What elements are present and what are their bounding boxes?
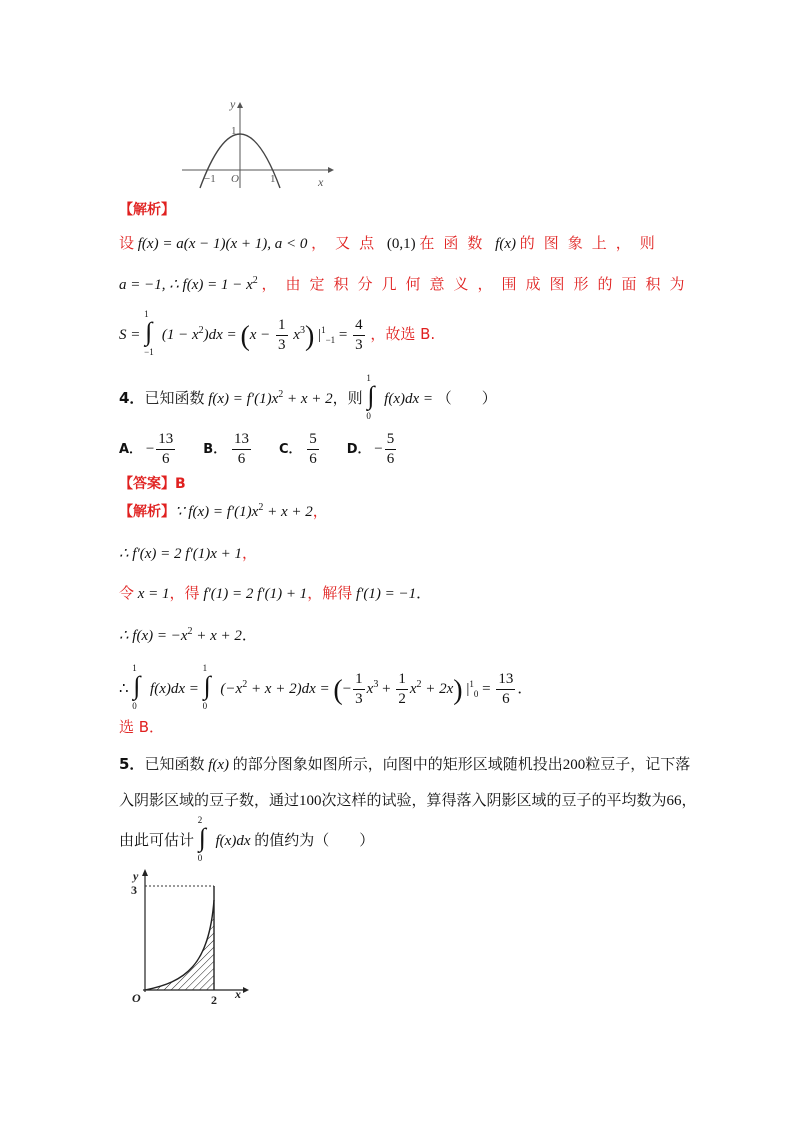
text: ， — [241, 544, 257, 562]
math: x — [293, 326, 300, 343]
shaded-area — [145, 900, 214, 990]
math: x — [409, 680, 417, 697]
number: 100 — [299, 793, 322, 809]
math: a = −1, ∴ f(x) = 1 − x — [119, 277, 253, 293]
math: f′(1) = 2 f′(1) + 1 — [203, 586, 308, 602]
math: + 2x — [421, 680, 454, 697]
math: + x + 2 — [263, 504, 313, 520]
parabola-figure — [178, 96, 338, 192]
text: 已知函数 — [144, 389, 205, 407]
sup: 2 — [416, 678, 422, 690]
math: f(x)dx — [215, 833, 251, 849]
text: ． — [241, 628, 257, 644]
answer-paren: （ ） — [436, 389, 497, 407]
q5-line-3 — [119, 815, 375, 863]
fraction: $\frac{1}{3}$ — [355, 671, 363, 707]
math: + x + 2 — [283, 391, 333, 407]
text: ，得 — [169, 584, 200, 602]
q3-line-2 — [119, 273, 694, 294]
analysis-tag: 【解析】 — [119, 202, 175, 218]
text: ，故选 B. — [370, 324, 436, 343]
y-axis-arrow — [142, 869, 148, 876]
shaded-region-figure — [125, 866, 255, 1008]
math: ∴ f(x) = −x — [119, 628, 188, 644]
q4-sol-3 — [119, 582, 431, 603]
math: f(x) — [495, 236, 516, 252]
sup: 2 — [242, 678, 248, 690]
question-number: 5． — [119, 755, 145, 773]
integral-sign: ∫ 1 0 — [202, 662, 211, 711]
text: 已知函数 — [144, 755, 205, 773]
analysis-tag: 【解析】 — [119, 504, 175, 520]
y-axis-arrow — [237, 102, 243, 108]
math: f(x)dx = — [150, 680, 199, 697]
integral-sign: ∫ 1 −1 — [144, 308, 154, 357]
math: x — [366, 680, 374, 697]
x-axis-arrow — [243, 987, 249, 993]
text: 在函数 — [419, 234, 492, 252]
plus: + — [378, 680, 391, 697]
math: (0,1) — [386, 236, 416, 252]
option-d[interactable]: D． − $\frac{5}{6}$ — [346, 431, 395, 467]
sup: 3 — [299, 324, 305, 336]
tick-y3: 3 — [131, 883, 137, 897]
text: 的图象上，则 — [519, 234, 664, 252]
math: )dx = — [203, 326, 237, 343]
x-label: x — [318, 175, 324, 189]
fraction: $\frac{1}{3}$ — [278, 317, 286, 353]
q4-options — [119, 432, 398, 467]
therefore: ∴ — [119, 680, 129, 697]
math: f(x) — [208, 757, 230, 773]
sup: 2 — [258, 502, 264, 513]
math: f(x) = f′(1)x — [208, 391, 279, 407]
math: f(x) = a(x − 1)(x + 1), a < 0 — [137, 236, 308, 252]
text: ，则 — [332, 389, 363, 407]
equals: = — [338, 326, 348, 343]
text: 入阴影区域的豆子数，通过 — [119, 791, 300, 809]
origin-label: O — [132, 991, 141, 1005]
answer-tag: 【答案】B — [119, 476, 186, 492]
fraction: $\frac{4}{3}$ — [355, 317, 363, 353]
sup: 2 — [278, 389, 284, 400]
q5-line-2 — [119, 789, 697, 810]
text: ， — [681, 791, 697, 809]
number: 66 — [666, 793, 682, 809]
text: ，由定积分几何意义，围成图形的面积为 — [261, 275, 694, 293]
text: 令 — [119, 584, 135, 602]
math: f(x)dx = — [384, 391, 434, 407]
math: ∴ f′(x) = 2 f′(1)x + 1 — [119, 546, 242, 562]
eval-bar: | — [466, 680, 470, 697]
text: ， — [312, 502, 328, 520]
text: 设 — [119, 234, 135, 252]
x-axis-arrow — [328, 167, 334, 173]
math: f′(1) = −1 — [355, 586, 417, 602]
text: 由此可估计 — [119, 831, 195, 849]
q5-line-1 — [119, 753, 690, 774]
sup: 2 — [187, 626, 193, 637]
math: x = 1 — [137, 586, 170, 602]
q3-line-3: S = ∫ 1 −1 $(1 - x^2)dx = (x$ − $\frac{1}{3}$ $x^3$) $|^1_{-1}$ = $\frac{4}{3}$ ，故选 B. — [119, 308, 436, 357]
text: 的值约为（ ） — [254, 831, 375, 849]
math: (1 − x — [161, 326, 199, 343]
integral-sign: ∫ 2 0 — [197, 815, 206, 863]
option-c[interactable]: C． $\frac{5}{6}$ — [278, 431, 317, 467]
neg: − — [342, 680, 352, 697]
origin-label: O — [231, 173, 239, 185]
text: 粒豆子，记下落 — [585, 755, 691, 773]
question-number: 4． — [119, 389, 145, 407]
math: (−x — [220, 680, 243, 697]
math: + x + 2)dx = — [247, 680, 330, 697]
q4-sol-1 — [119, 500, 328, 521]
sup: 3 — [373, 678, 379, 690]
tick-x1: 1 — [270, 173, 276, 185]
tick-neg1: −1 — [204, 173, 216, 185]
math: S = — [119, 326, 141, 343]
math: x − — [249, 326, 271, 343]
equals: = — [482, 680, 491, 697]
text: 的部分图象如图所示，向图中的矩形区域随机投出 — [232, 755, 563, 773]
y-label: y — [133, 869, 139, 883]
math: ∵ f(x) = f′(1)x — [175, 504, 259, 520]
tick-x2: 2 — [211, 993, 217, 1007]
q3-line-1 — [119, 232, 664, 253]
q4-sol-4 — [119, 624, 257, 645]
text: ，解得 — [307, 584, 353, 602]
text: 次这样的试验，算得落入阴影区域的豆子的平均数为 — [321, 791, 667, 809]
integral-sign: ∫ 1 0 — [366, 373, 375, 421]
text: ． — [416, 586, 432, 602]
eval-bar: | — [318, 326, 322, 343]
fraction: $\frac{1}{2}$ — [398, 671, 406, 707]
fraction: $\frac{13}{6}$ — [498, 671, 514, 707]
tick-y1: 1 — [231, 125, 237, 137]
math: + x + 2 — [192, 628, 242, 644]
q4-sol-2 — [119, 542, 257, 563]
y-label: y — [230, 97, 236, 111]
sup: 2 — [252, 275, 258, 286]
integral-sign: ∫ 1 0 — [132, 662, 141, 711]
q4-sol-5: ∴ ∫ 1 0 f(x)dx = ∫ 1 0 $(-x^2 + x + 2)dx$ = (− $\frac{1}{3}$ $x^3$ + $\frac{1}{2}$ $x^2 + 2x$) $|^1_0$ = $\frac{13}{6}$ ． — [119, 662, 533, 711]
option-a[interactable]: A． − $\frac{13}{6}$ — [119, 431, 174, 467]
text: ． — [517, 680, 533, 697]
number: 200 — [562, 757, 586, 773]
option-b[interactable]: B． $\frac{13}{6}$ — [203, 431, 249, 467]
x-label: x — [235, 987, 241, 1001]
q4-stem — [119, 373, 497, 421]
sup: 2 — [198, 324, 204, 336]
q4-select: 选 B． — [119, 718, 165, 736]
text: ，又点 — [311, 234, 384, 252]
